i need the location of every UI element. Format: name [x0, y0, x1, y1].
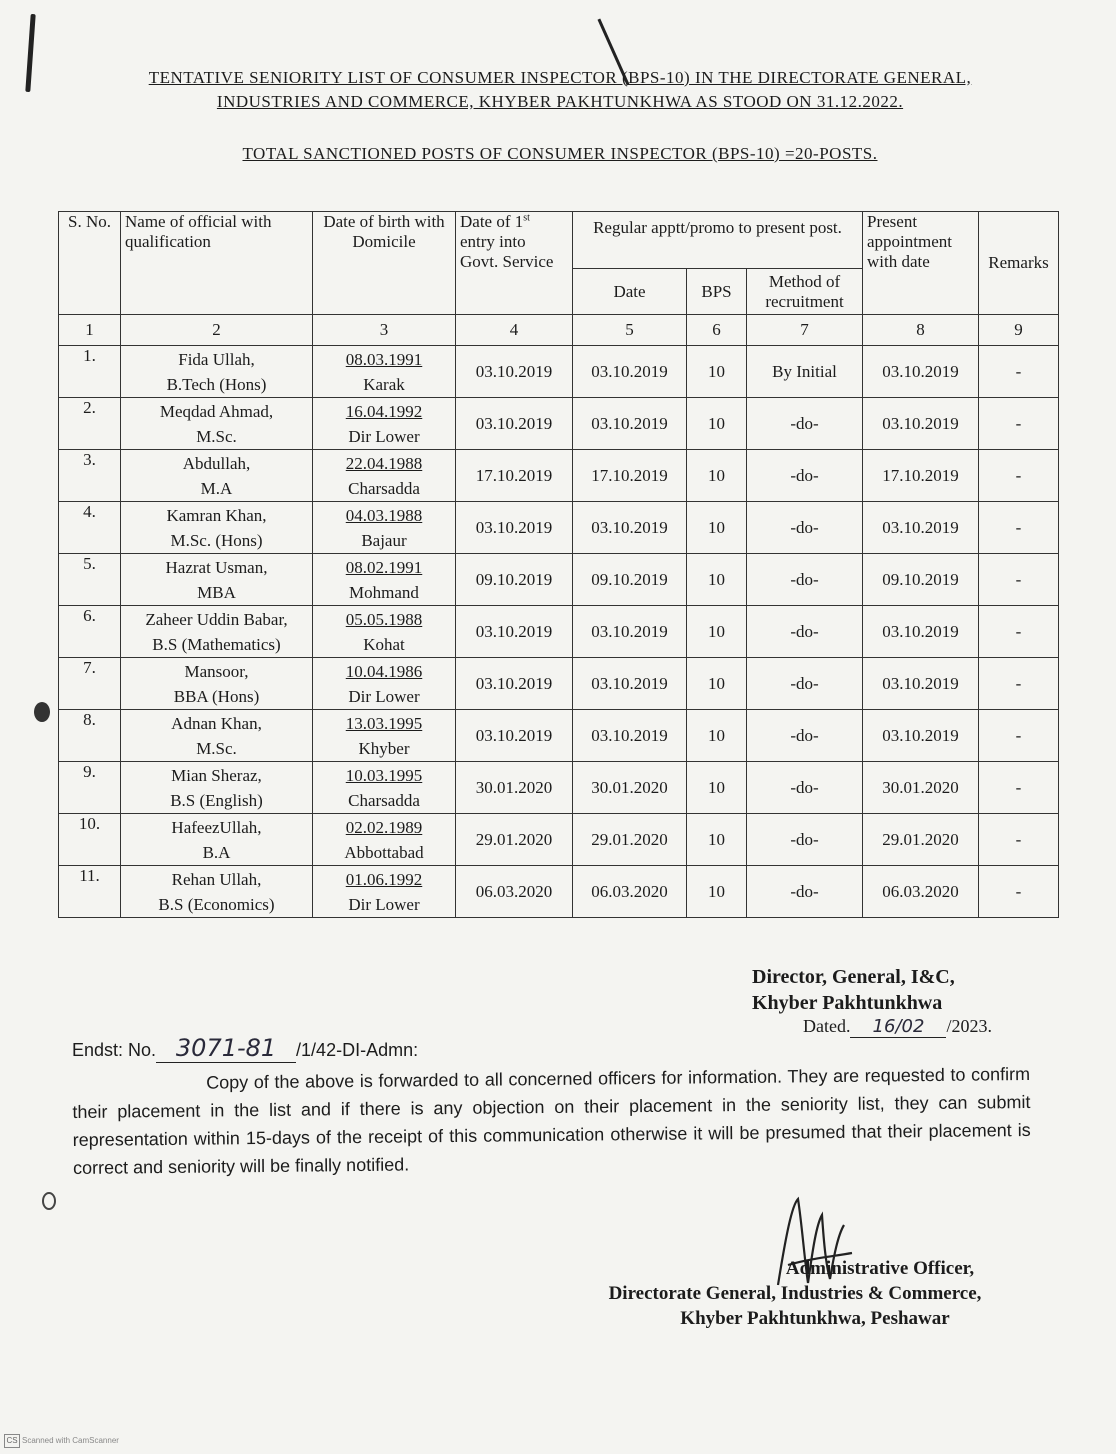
- col-header-regular: Regular apptt/promo to present post.: [573, 212, 863, 269]
- col-number: 2: [121, 315, 313, 346]
- camscanner-logo: CS: [4, 1434, 20, 1448]
- col-number: 8: [863, 315, 979, 346]
- present-appointment-date: 03.10.2019: [863, 606, 979, 658]
- official-name: Abdullah,: [182, 453, 251, 473]
- date-of-birth: 02.02.1989: [345, 817, 423, 837]
- remarks: -: [979, 502, 1059, 554]
- date-of-birth: 13.03.1995: [345, 713, 423, 733]
- date-of-birth: 08.03.1991: [345, 349, 423, 369]
- column-number-row: [59, 315, 1059, 346]
- present-appointment-date: 03.10.2019: [863, 502, 979, 554]
- admin-location: Khyber Pakhtunkhwa, Peshawar: [680, 1308, 950, 1329]
- document-title: TENTATIVE SENIORITY LIST OF CONSUMER INSPECTOR (BPS-10) IN THE DIRECTORATE GENERAL,: [148, 68, 972, 87]
- table-row: [59, 398, 1059, 450]
- serial-number: 4.: [59, 502, 121, 554]
- official-name: Mian Sheraz,: [171, 765, 262, 785]
- present-appointment-date: 09.10.2019: [863, 554, 979, 606]
- dob-cell: [313, 450, 456, 502]
- present-appointment-date: 29.01.2020: [863, 814, 979, 866]
- appointment-date: 09.10.2019: [573, 554, 687, 606]
- recruitment-method: -do-: [747, 866, 863, 918]
- remarks: -: [979, 606, 1059, 658]
- official-cell: [121, 606, 313, 658]
- col-number: 6: [687, 315, 747, 346]
- handwritten-endst-number: 3071-81: [156, 1034, 296, 1063]
- col-header-method: Method of recruitment: [747, 269, 863, 315]
- dob-cell: [313, 658, 456, 710]
- serial-number: 11.: [59, 866, 121, 918]
- recruitment-method: -do-: [747, 502, 863, 554]
- entry-date: 30.01.2020: [456, 762, 573, 814]
- col-header-remarks: Remarks: [979, 212, 1059, 315]
- sanctioned-posts-heading: TOTAL SANCTIONED POSTS OF CONSUMER INSPECTOR (BPS-10) =20-POSTS.: [242, 144, 878, 163]
- official-qualification: B.S (Mathematics): [152, 634, 281, 654]
- present-appointment-date: 03.10.2019: [863, 658, 979, 710]
- appointment-date: 17.10.2019: [573, 450, 687, 502]
- official-qualification: M.Sc.: [196, 426, 237, 446]
- director-province: Khyber Pakhtunkhwa: [752, 992, 943, 1014]
- domicile: Charsadda: [348, 478, 420, 498]
- admin-directorate: Directorate General, Industries & Commerce,: [608, 1283, 982, 1304]
- appointment-date: 06.03.2020: [573, 866, 687, 918]
- pen-mark: [25, 14, 35, 92]
- remarks: -: [979, 554, 1059, 606]
- official-cell: [121, 658, 313, 710]
- entry-date: 06.03.2020: [456, 866, 573, 918]
- appointment-date: 03.10.2019: [573, 710, 687, 762]
- col-header-present: Present appointment with date: [863, 212, 979, 315]
- table-row: [59, 450, 1059, 502]
- remarks: -: [979, 398, 1059, 450]
- recruitment-method: -do-: [747, 606, 863, 658]
- entry-date: 03.10.2019: [456, 346, 573, 398]
- official-cell: [121, 814, 313, 866]
- domicile: Dir Lower: [348, 686, 420, 706]
- col-header-sno: S. No.: [59, 212, 121, 315]
- recruitment-method: -do-: [747, 710, 863, 762]
- director-signature-block: [752, 964, 955, 1016]
- entry-date: 03.10.2019: [456, 710, 573, 762]
- dob-cell: [313, 606, 456, 658]
- col-header-date: Date: [573, 269, 687, 315]
- date-of-birth: 04.03.1988: [345, 505, 423, 525]
- col-number: 9: [979, 315, 1059, 346]
- remarks: -: [979, 814, 1059, 866]
- official-qualification: B.A: [202, 842, 231, 862]
- remarks: -: [979, 658, 1059, 710]
- camscanner-watermark: Scanned with CamScanner: [22, 1436, 119, 1445]
- entry-date: 03.10.2019: [456, 398, 573, 450]
- recruitment-method: -do-: [747, 762, 863, 814]
- official-qualification: B.Tech (Hons): [166, 374, 267, 394]
- official-cell: [121, 450, 313, 502]
- serial-number: 7.: [59, 658, 121, 710]
- official-qualification: M.A: [200, 478, 233, 498]
- col-header-bps: BPS: [687, 269, 747, 315]
- date-of-birth: 08.02.1991: [345, 557, 423, 577]
- domicile: Mohmand: [349, 582, 419, 602]
- official-qualification: BBA (Hons): [173, 686, 260, 706]
- official-cell: [121, 710, 313, 762]
- recruitment-method: -do-: [747, 398, 863, 450]
- bps-grade: 10: [687, 710, 747, 762]
- entry-date: 03.10.2019: [456, 658, 573, 710]
- official-name: Fida Ullah,: [178, 349, 255, 369]
- official-cell: [121, 502, 313, 554]
- official-qualification: M.Sc. (Hons): [170, 530, 263, 550]
- official-name: Kamran Khan,: [166, 505, 267, 525]
- recruitment-method: -do-: [747, 814, 863, 866]
- appointment-date: 03.10.2019: [573, 606, 687, 658]
- date-of-birth: 05.05.1988: [345, 609, 423, 629]
- endorsement-number: [72, 1034, 418, 1063]
- dated-line: [803, 1016, 992, 1038]
- appointment-date: 03.10.2019: [573, 658, 687, 710]
- dob-cell: [313, 710, 456, 762]
- col-header-name: Name of official with qualification: [121, 212, 313, 315]
- punch-hole-mark: [34, 702, 50, 722]
- remarks: -: [979, 866, 1059, 918]
- serial-number: 6.: [59, 606, 121, 658]
- admin-title: Administrative Officer,: [785, 1258, 975, 1279]
- col-header-dob: Date of birth with Domicile: [313, 212, 456, 315]
- handwritten-date: 16/02: [850, 1016, 946, 1038]
- dob-cell: [313, 398, 456, 450]
- dob-cell: [313, 346, 456, 398]
- domicile: Karak: [363, 374, 405, 394]
- col-number: 7: [747, 315, 863, 346]
- official-name: Rehan Ullah,: [171, 869, 262, 889]
- forwarding-paragraph: Copy of the above is forwarded to all concerned officers for information. They are requested to confirm their placement in the list and if there is any objection on their placement in the seniority list, they can submit representation within 15-days of the receipt of this communication otherwise it will be presumed that their placement is correct and seniority will be finally notified.: [72, 1063, 1031, 1178]
- table-row: [59, 554, 1059, 606]
- appointment-date: 29.01.2020: [573, 814, 687, 866]
- domicile: Bajaur: [361, 530, 407, 550]
- administrative-officer-block: [560, 1256, 1030, 1331]
- col-number: 5: [573, 315, 687, 346]
- date-of-birth: 10.04.1986: [345, 661, 423, 681]
- bps-grade: 10: [687, 450, 747, 502]
- entry-date: 17.10.2019: [456, 450, 573, 502]
- bps-grade: 10: [687, 814, 747, 866]
- date-of-birth: 22.04.1988: [345, 453, 423, 473]
- official-name: Meqdad Ahmad,: [159, 401, 274, 421]
- col-number: 4: [456, 315, 573, 346]
- punch-hole-mark: [42, 1192, 56, 1210]
- present-appointment-date: 17.10.2019: [863, 450, 979, 502]
- table-row: [59, 658, 1059, 710]
- recruitment-method: -do-: [747, 554, 863, 606]
- endst-suffix: /1/42-DI-Admn:: [296, 1040, 419, 1060]
- official-qualification: M.Sc.: [196, 738, 237, 758]
- recruitment-method: By Initial: [747, 346, 863, 398]
- official-cell: [121, 398, 313, 450]
- col-number: 1: [59, 315, 121, 346]
- entry-date: 29.01.2020: [456, 814, 573, 866]
- domicile: Kohat: [363, 634, 405, 654]
- dob-cell: [313, 866, 456, 918]
- document-title-line2: INDUSTRIES AND COMMERCE, KHYBER PAKHTUNKHWA AS STOOD ON 31.12.2022.: [216, 92, 904, 111]
- endst-prefix: Endst: No.: [72, 1040, 157, 1060]
- present-appointment-date: 06.03.2020: [863, 866, 979, 918]
- table-row: [59, 762, 1059, 814]
- remarks: -: [979, 710, 1059, 762]
- bps-grade: 10: [687, 658, 747, 710]
- appointment-date: 03.10.2019: [573, 398, 687, 450]
- official-name: Hazrat Usman,: [165, 557, 268, 577]
- table-row: [59, 502, 1059, 554]
- official-qualification: B.S (Economics): [158, 894, 275, 914]
- seniority-table: [58, 211, 1059, 918]
- remarks: -: [979, 762, 1059, 814]
- bps-grade: 10: [687, 606, 747, 658]
- domicile: Dir Lower: [348, 894, 420, 914]
- entry-date: 03.10.2019: [456, 606, 573, 658]
- appointment-date: 03.10.2019: [573, 346, 687, 398]
- domicile: Charsadda: [348, 790, 420, 810]
- bps-grade: 10: [687, 762, 747, 814]
- dob-cell: [313, 502, 456, 554]
- table-row: [59, 710, 1059, 762]
- serial-number: 3.: [59, 450, 121, 502]
- present-appointment-date: 03.10.2019: [863, 398, 979, 450]
- official-cell: [121, 762, 313, 814]
- remarks: -: [979, 450, 1059, 502]
- present-appointment-date: 03.10.2019: [863, 710, 979, 762]
- bps-grade: 10: [687, 866, 747, 918]
- entry-date: 09.10.2019: [456, 554, 573, 606]
- col-header-entry: Date of 1st entry into Govt. Service: [456, 212, 573, 315]
- dated-label: Dated.: [803, 1016, 851, 1036]
- recruitment-method: -do-: [747, 658, 863, 710]
- present-appointment-date: 30.01.2020: [863, 762, 979, 814]
- col-number: 3: [313, 315, 456, 346]
- date-of-birth: 01.06.1992: [345, 869, 423, 889]
- dob-cell: [313, 762, 456, 814]
- domicile: Dir Lower: [348, 426, 420, 446]
- serial-number: 8.: [59, 710, 121, 762]
- serial-number: 10.: [59, 814, 121, 866]
- table-row: [59, 814, 1059, 866]
- bps-grade: 10: [687, 502, 747, 554]
- recruitment-method: -do-: [747, 450, 863, 502]
- dob-cell: [313, 554, 456, 606]
- official-qualification: MBA: [197, 582, 236, 602]
- official-name: HafeezUllah,: [171, 817, 262, 837]
- table-row: [59, 346, 1059, 398]
- table-row: [59, 606, 1059, 658]
- official-name: Mansoor,: [184, 661, 249, 681]
- serial-number: 2.: [59, 398, 121, 450]
- date-of-birth: 10.03.1995: [345, 765, 423, 785]
- official-cell: [121, 866, 313, 918]
- present-appointment-date: 03.10.2019: [863, 346, 979, 398]
- official-cell: [121, 554, 313, 606]
- table-row: [59, 866, 1059, 918]
- official-qualification: B.S (English): [170, 790, 263, 810]
- bps-grade: 10: [687, 554, 747, 606]
- entry-date: 03.10.2019: [456, 502, 573, 554]
- dated-year: /2023.: [946, 1016, 992, 1036]
- bps-grade: 10: [687, 398, 747, 450]
- official-name: Adnan Khan,: [171, 713, 262, 733]
- appointment-date: 30.01.2020: [573, 762, 687, 814]
- appointment-date: 03.10.2019: [573, 502, 687, 554]
- serial-number: 9.: [59, 762, 121, 814]
- official-cell: [121, 346, 313, 398]
- domicile: Khyber: [358, 738, 410, 758]
- director-title: Director, General, I&C,: [752, 966, 955, 988]
- domicile: Abbottabad: [344, 842, 424, 862]
- date-of-birth: 16.04.1992: [345, 401, 423, 421]
- serial-number: 1.: [59, 346, 121, 398]
- serial-number: 5.: [59, 554, 121, 606]
- remarks: -: [979, 346, 1059, 398]
- dob-cell: [313, 814, 456, 866]
- official-name: Zaheer Uddin Babar,: [145, 609, 288, 629]
- bps-grade: 10: [687, 346, 747, 398]
